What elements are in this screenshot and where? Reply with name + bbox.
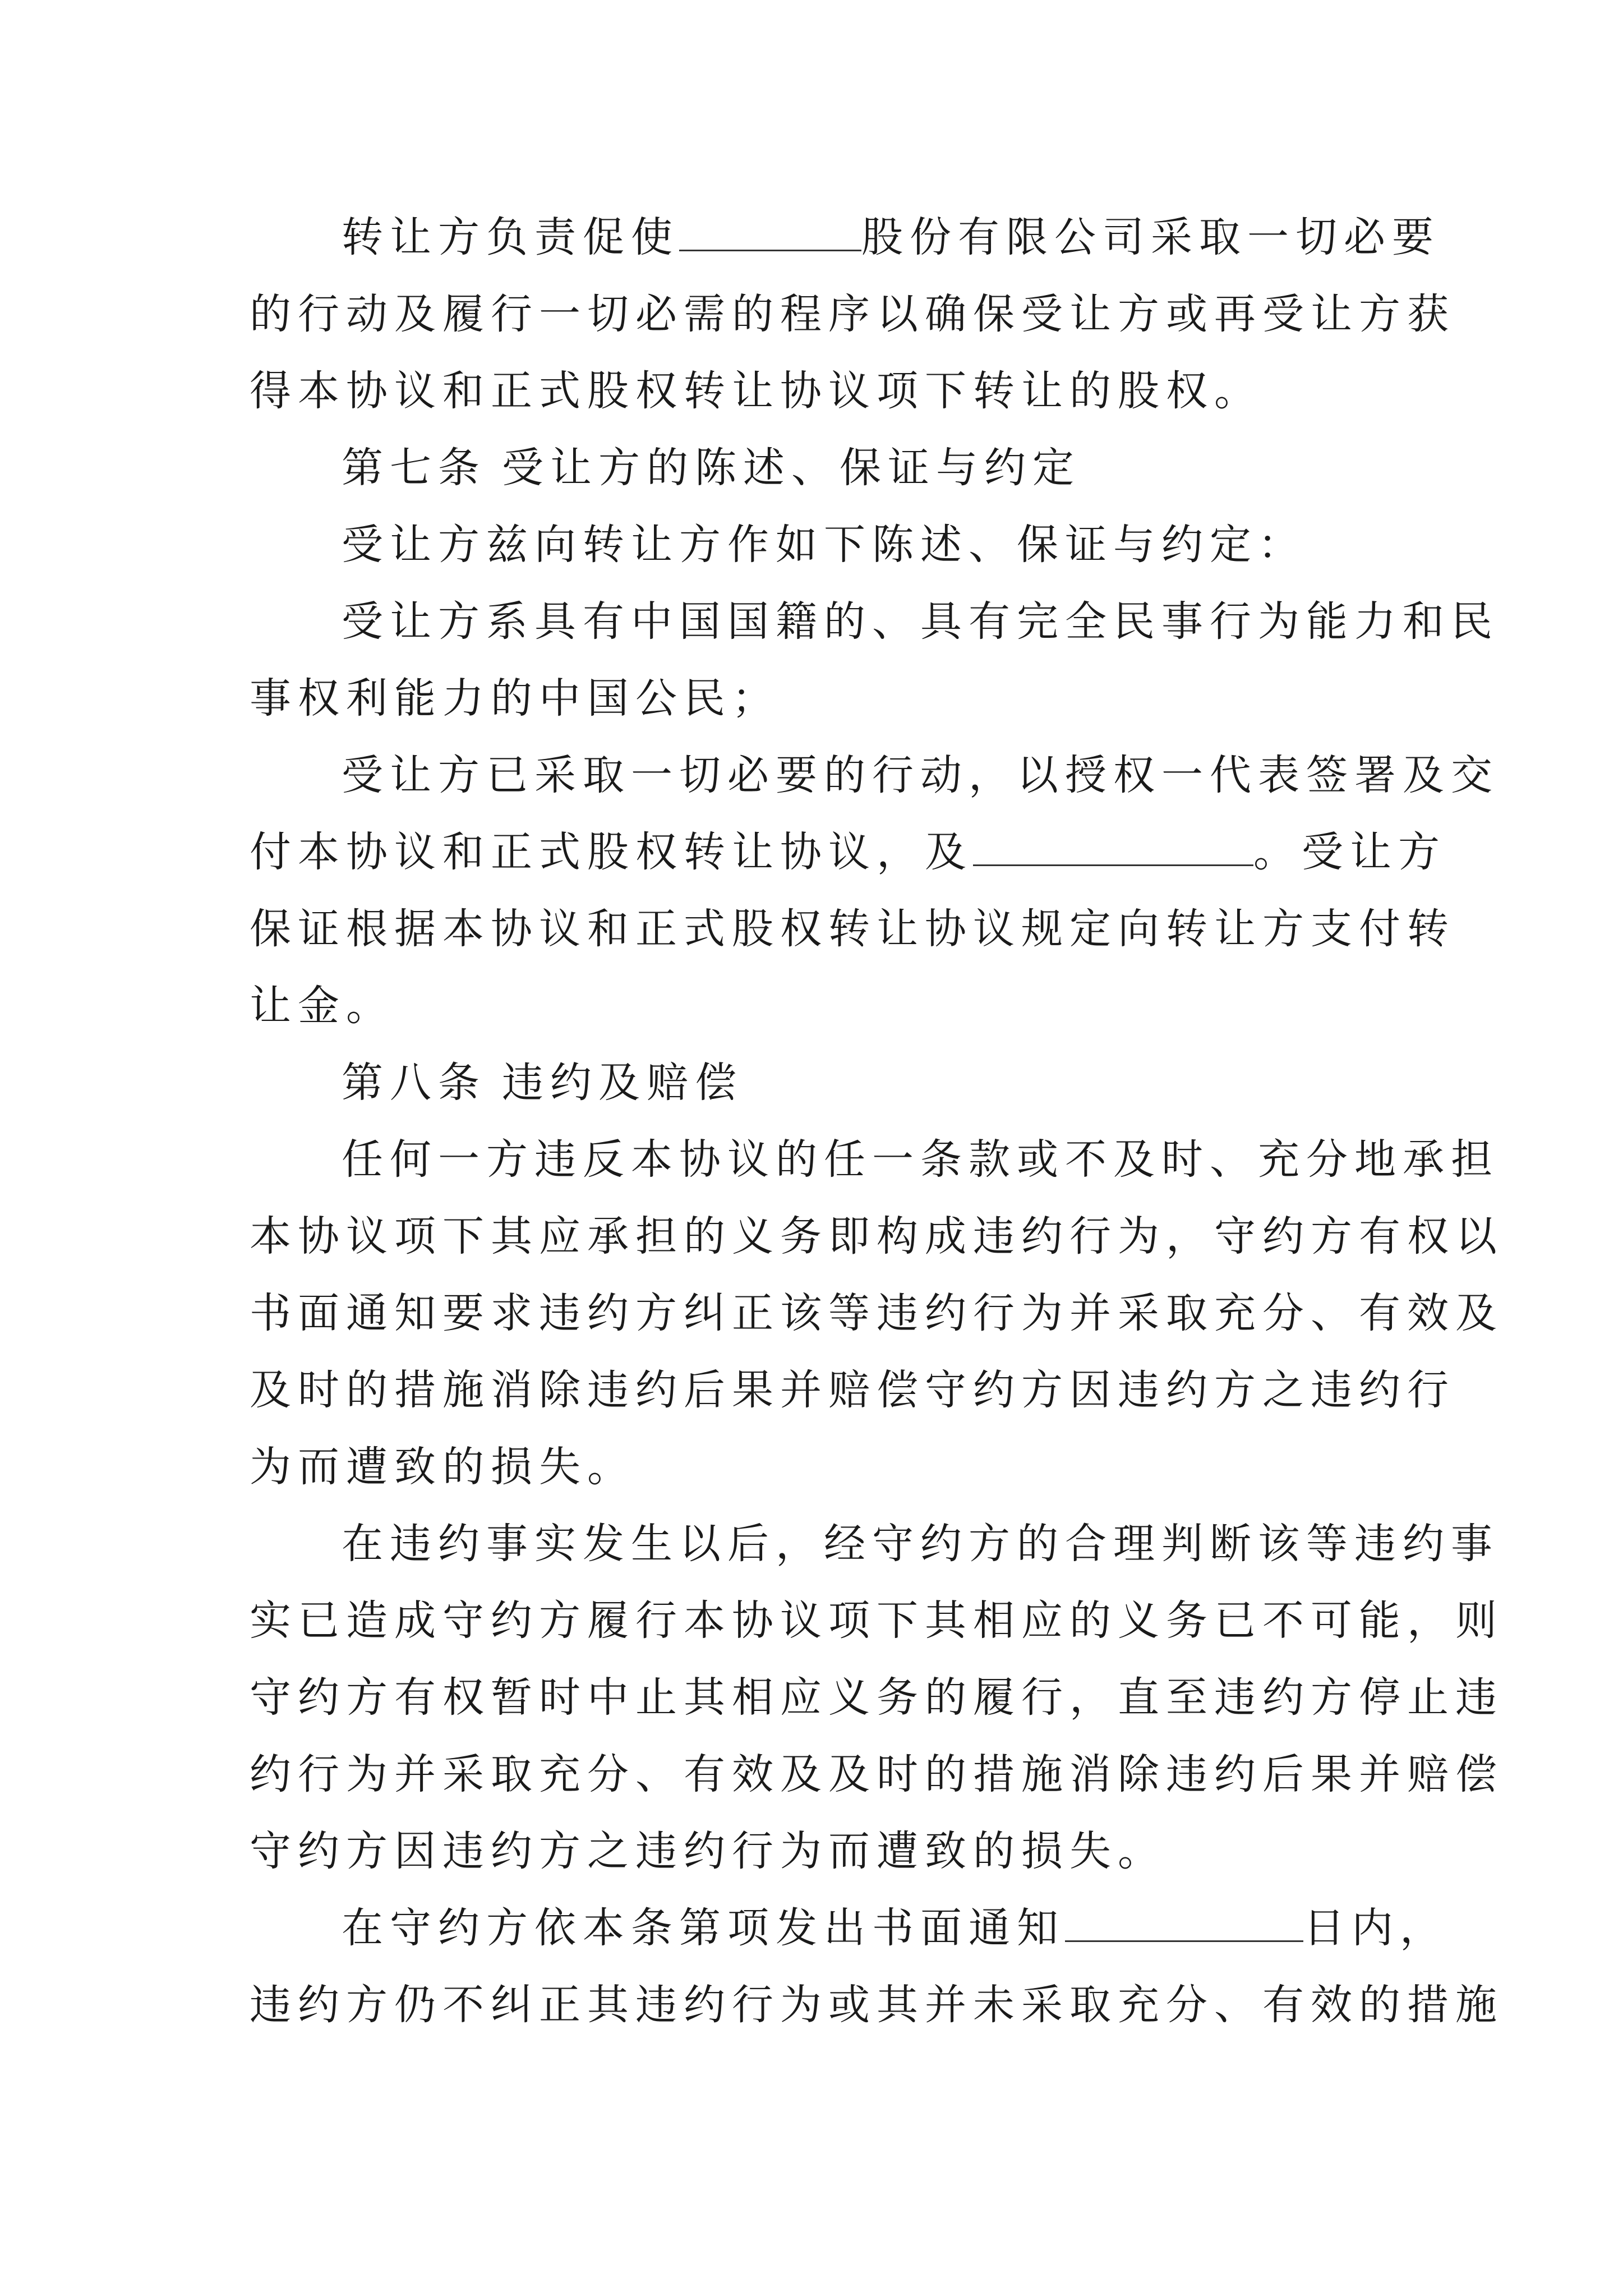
blank-underline [1065, 1894, 1303, 1942]
paragraph-line: 书面通知要求违约方纠正该等违约行为并采取充分、有效及 [250, 1289, 1504, 1337]
article-number: 第八条 [342, 1059, 486, 1107]
paragraph-line: 受让方系具有中国国籍的、具有完全民事行为能力和民 [342, 597, 1499, 646]
article-heading-8 [250, 1045, 1377, 1121]
paragraph-line [250, 814, 1446, 891]
text-run: 转让方负责促使 [342, 213, 679, 261]
paragraph-line: 得本协议和正式股权转让协议项下转让的股权。 [250, 367, 1262, 415]
paragraph-line: 及时的措施消除违约后果并赔偿守约方因违约方之违约行 [250, 1366, 1455, 1414]
paragraph-line: 守约方有权暂时中止其相应义务的履行，直至违约方停止违 [250, 1673, 1504, 1722]
paragraph-line: 的行动及履行一切必需的程序以确保受让方或再受让方获 [250, 290, 1455, 338]
paragraph-line: 本协议项下其应承担的义务即构成违约行为，守约方有权以 [250, 1212, 1504, 1260]
document-body [250, 199, 1504, 2044]
paragraph-line: 任何一方违反本协议的任一条款或不及时、充分地承担 [342, 1135, 1499, 1184]
paragraph-line: 约行为并采取充分、有效及及时的措施消除违约后果并赔偿 [250, 1750, 1504, 1798]
paragraph-line: 事权利能力的中国公民； [250, 674, 780, 723]
text-run: 。受让方 [1253, 828, 1446, 876]
paragraph-line: 受让方兹向转让方作如下陈述、保证与约定： [342, 521, 1306, 569]
paragraph-line: 受让方已采取一切必要的行动，以授权一代表签署及交 [342, 751, 1499, 799]
paragraph-line: 为而遭致的损失。 [250, 1443, 635, 1491]
paragraph-line [250, 199, 1440, 276]
text-run: 在守约方依本条第项发出书面通知 [342, 1904, 1065, 1952]
blank-underline [973, 818, 1253, 866]
paragraph-line: 违约方仍不纠正其违约行为或其并未采取充分、有效的措施 [250, 1981, 1504, 2029]
paragraph-line: 实已造成守约方履行本协议项下其相应的义务已不可能，则 [250, 1596, 1504, 1645]
text-run: 付本协议和正式股权转让协议，及 [250, 828, 973, 876]
paragraph-line: 在违约事实发生以后，经守约方的合理判断该等违约事 [342, 1520, 1499, 1568]
paragraph-line: 守约方因违约方之违约行为而遭致的损失。 [250, 1827, 1166, 1875]
article-title: 受让方的陈述、保证与约定 [502, 444, 1081, 492]
paragraph-line: 让金。 [250, 982, 394, 1030]
text-run: 股份有限公司采取一切必要 [861, 213, 1440, 261]
article-heading-7 [250, 430, 1377, 507]
article-number: 第七条 [342, 444, 486, 492]
paragraph-line: 保证根据本协议和正式股权转让协议规定向转让方支付转 [250, 905, 1455, 953]
paragraph-line [250, 1890, 1448, 1967]
article-title: 违约及赔偿 [502, 1059, 743, 1107]
text-run: 日内， [1303, 1904, 1448, 1952]
blank-underline [679, 204, 861, 251]
